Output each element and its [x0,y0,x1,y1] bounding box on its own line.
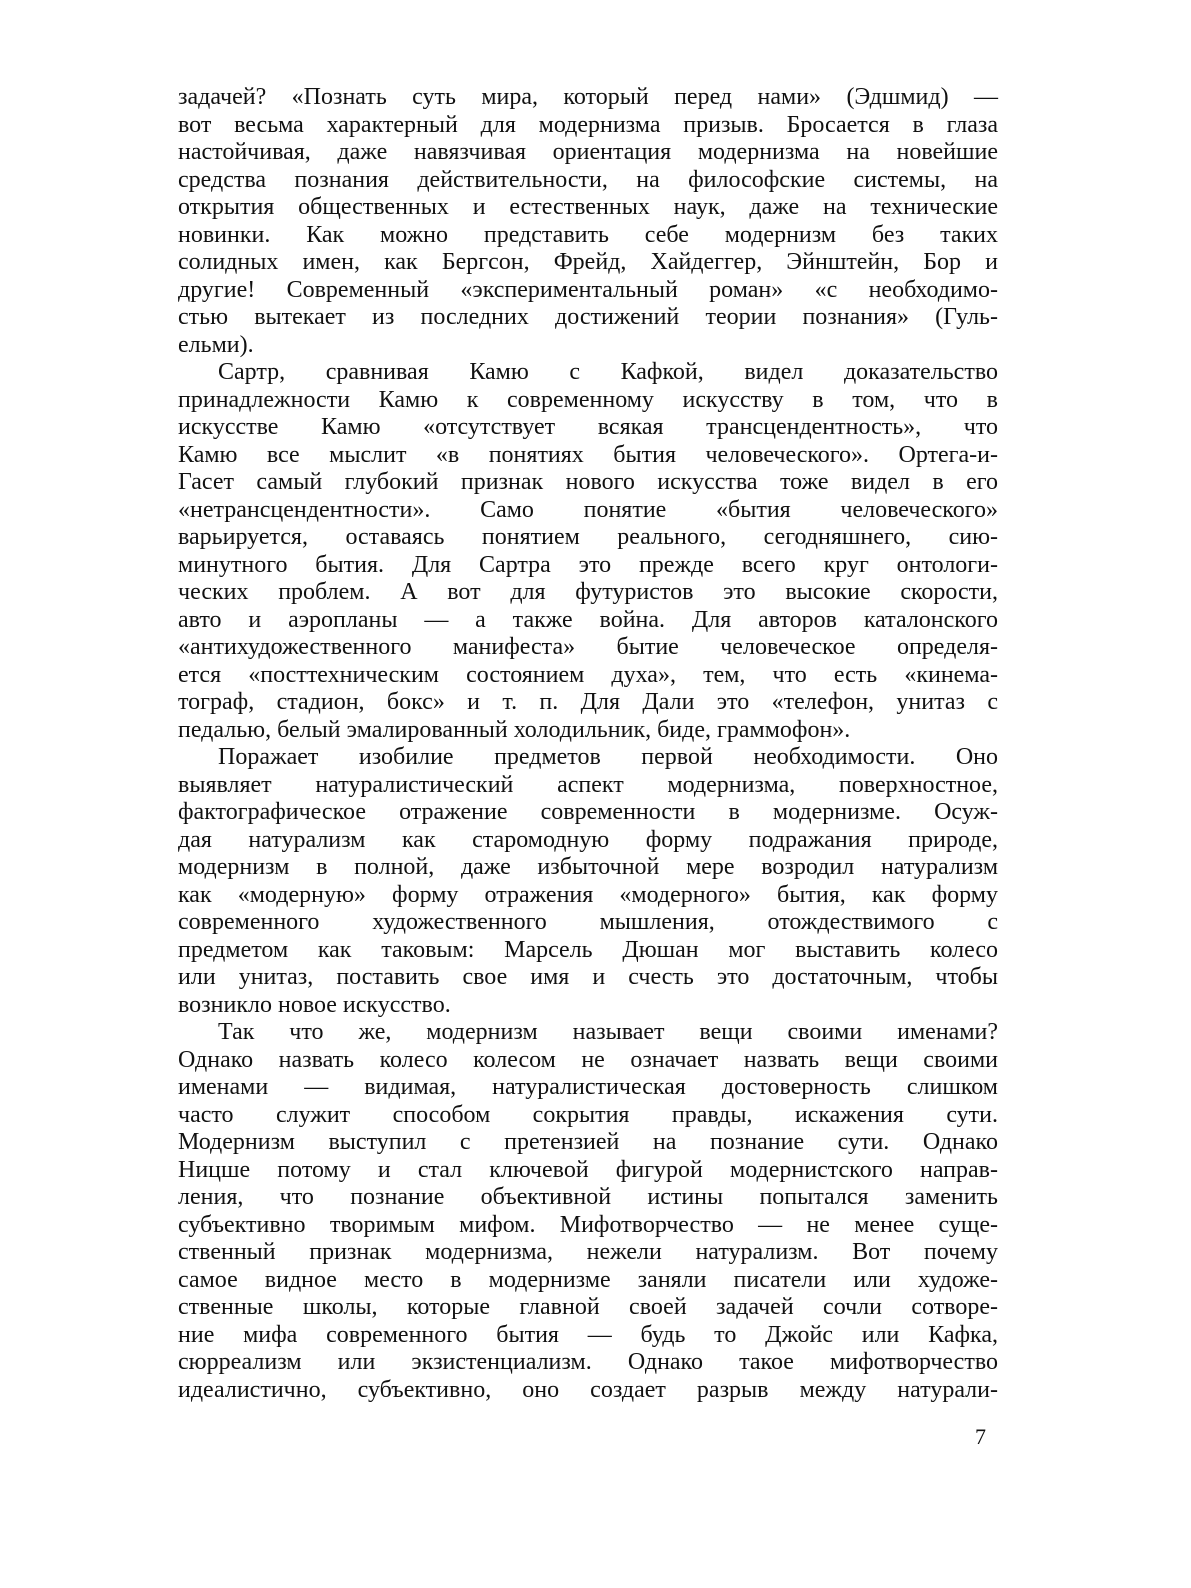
text-line: предметом как таковым: Марсель Дюшан мог выставить колесо [178,936,998,963]
text-line: авто и аэропланы — а также война. Для авторов каталонского [178,606,998,633]
text-line: «антихудожественного манифеста» бытие человеческое определя- [178,634,998,660]
text-line: ние мифа современного бытия — будь то Джойс или Кафка, [178,1321,998,1348]
text-line: возникло новое искусство. [178,991,451,1018]
text-line: ственные школы, которые главной своей задачей сочли сотворе- [178,1294,998,1320]
text-line: Поражает изобилие предметов первой необходимости. Оно [218,744,998,770]
text-line: ления, что познание объективной истины попытался заменить [178,1184,998,1210]
text-line: варьируется, оставаясь понятием реального, сегодняшнего, сию- [178,524,998,550]
text-line: Модернизм выступил с претензией на познание сути. Однако [178,1129,998,1155]
text-line: выявляет натуралистический аспект модернизма, поверхностное, [178,771,998,798]
text-line: педалью, белый эмалированный холодильник, биде, граммофон». [178,716,851,743]
text-line: ственный признак модернизма, нежели натурализм. Вот почему [178,1239,998,1265]
text-line: современного художественного мышления, отождествимого с [178,909,998,935]
text-line: ческих проблем. А вот для футуристов это высокие скорости, [178,579,998,605]
text-line: модернизм в полной, даже избыточной мере возродил натурализм [178,854,998,880]
text-line: дая натурализм как старомодную форму подражания природе, [178,826,998,853]
text-line: стью вытекает из последних достижений теории познания» (Гуль- [178,304,998,330]
text-line: Гасет самый глубокий признак нового искусства тоже видел в его [178,469,998,495]
text-line: ется «посттехническим состоянием духа», тем, что есть «кинема- [178,661,998,688]
body-text [178,84,998,1404]
text-line: идеалистично, субъективно, оно создает разрыв между натурали- [178,1376,998,1403]
text-line: фактографическое отражение современности в модернизме. Осуж- [178,799,998,825]
text-line: Камю все мыслит «в понятиях бытия человеческого». Ортега-и- [178,441,998,468]
text-line: искусстве Камю «отсутствует всякая трансцендентность», что [178,414,998,440]
text-line: настойчивая, даже навязчивая ориентация модернизма на новейшие [178,139,998,165]
text-line: самое видное место в модернизме заняли писатели или художе- [178,1266,998,1293]
text-line: субъективно творимым мифом. Мифотворчество — не менее суще- [178,1211,998,1238]
text-line: ельми). [178,331,254,358]
text-line: вот весьма характерный для модернизма призыв. Бросается в глаза [178,111,998,138]
page-number: 7 [975,1424,986,1449]
text-line: именами — видимая, натуралистическая достоверность слишком [178,1074,998,1100]
text-line: минутного бытия. Для Сартра это прежде всего круг онтологи- [178,551,998,578]
text-line: солидных имен, как Бергсон, Фрейд, Хайдеггер, Эйнштейн, Бор и [178,249,998,275]
text-line: задачей? «Познать суть мира, который перед нами» (Эдшмид) — [178,84,998,110]
text-line: «нетрансцендентности». Само понятие «бытия человеческого» [178,496,998,523]
text-line: или унитаз, поставить свое имя и счесть это достаточным, чтобы [178,964,998,990]
text-line: новинки. Как можно представить себе модернизм без таких [178,221,998,248]
text-line: Сартр, сравнивая Камю с Кафкой, видел доказательство [218,359,998,385]
text-line: средства познания действительности, на философские системы, на [178,166,998,193]
text-line: открытия общественных и естественных наук, даже на технические [178,194,998,220]
text-line: другие! Современный «экспериментальный роман» «с необходимо- [178,276,998,303]
text-line: Так что же, модернизм называет вещи своими именами? [218,1019,998,1045]
text-line: как «модерную» форму отражения «модерного» бытия, как форму [178,881,998,908]
text-line: Ницше потому и стал ключевой фигурой модернистского направ- [178,1156,998,1183]
text-line: принадлежности Камю к современному искусству в том, что в [178,386,998,413]
text-line: тограф, стадион, бокс» и т. п. Для Дали это «телефон, унитаз с [178,689,998,715]
text-line: сюрреализм или экзистенциализм. Однако такое мифотворчество [178,1349,998,1375]
text-line: часто служит способом сокрытия правды, искажения сути. [178,1101,998,1128]
text-line: Однако назвать колесо колесом не означает назвать вещи своими [178,1046,998,1073]
